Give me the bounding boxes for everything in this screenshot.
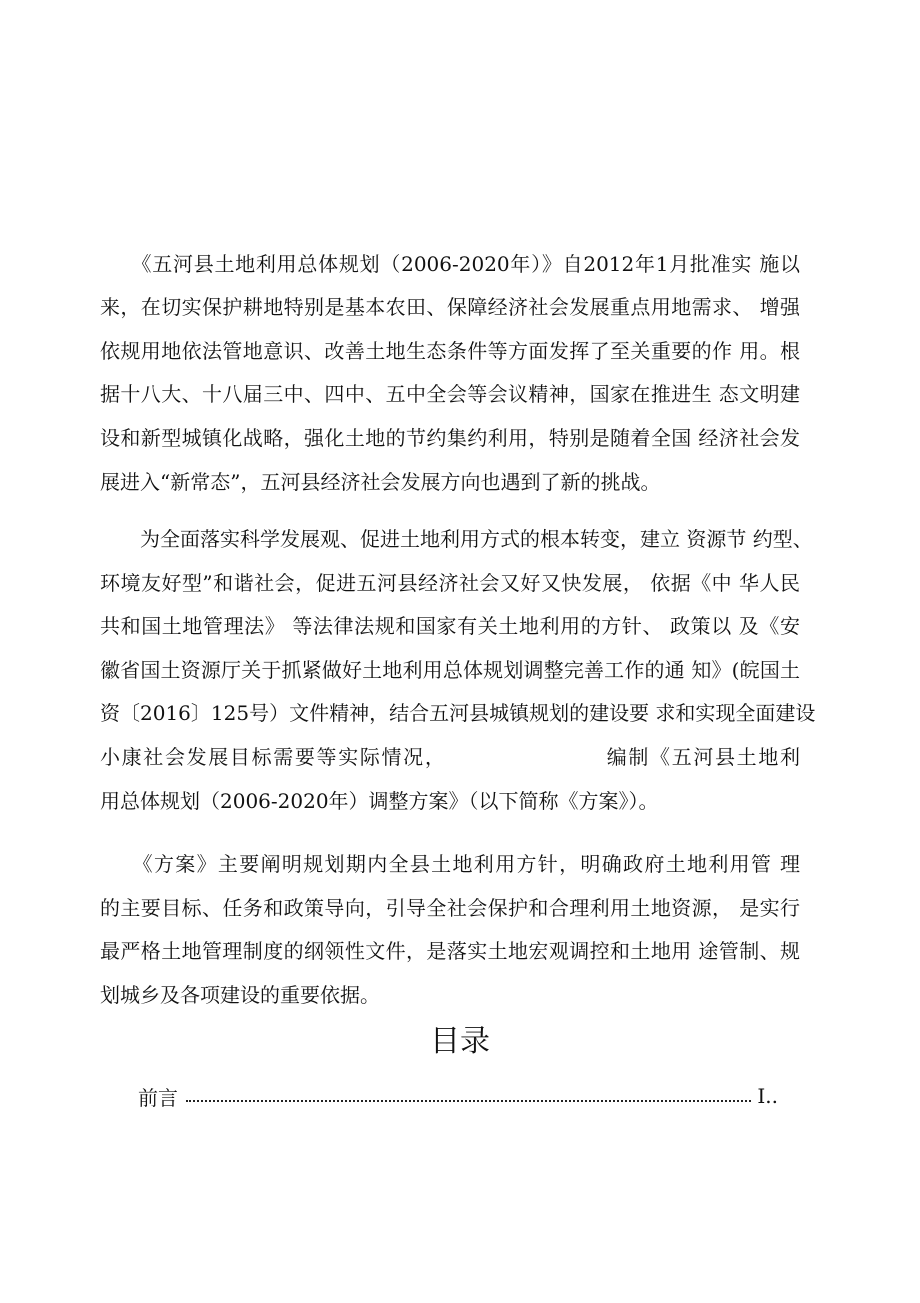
text-line: 共和国土地管理法》 等法律法规和国家有关土地利用的方针、 政策以 及《安 — [100, 614, 800, 638]
text-line: 划城乡及各项建设的重要依据。 — [100, 983, 380, 1007]
toc-entry-label: 前言 — [138, 1085, 178, 1110]
text-line: 《五河县土地利用总体规划（2006-2020年）》自2012年1月批准实 施以 — [100, 252, 800, 276]
text-line: 据十八大、十八届三中、四中、五中全会等会议精神，国家在推进生 态文明建 — [100, 382, 800, 406]
text-line: 最严格土地管理制度的纲领性文件，是落实土地宏观调控和土地用 途管制、规 — [100, 939, 800, 963]
text-line: 设和新型城镇化战略，强化土地的节约集约利用，特别是随着全国 经济社会发 — [100, 426, 800, 450]
text-line: 的主要目标、任务和政策导向，引导全社会保护和合理利用土地资源， 是实行 — [100, 896, 800, 920]
text-line: 《方案》主要阐明规划期内全县土地利用方针，明确政府土地利用管 理 — [100, 852, 800, 876]
text-line: 环境友好型”和谐社会，促进五河县经济社会又好又快发展， 依据《中 华人民 — [100, 571, 800, 595]
text-line: 依规用地依法管地意识、改善土地生态条件等方面发挥了至关重要的作 用。根 — [100, 339, 800, 363]
text-line: 资〔2016〕125号）文件精神，结合五河县城镇规划的建设要 求和实现全面建设 — [100, 701, 816, 725]
text-line: 为全面落实科学发展观、促进土地利用方式的根本转变，建立 资源节 约型、 — [100, 527, 813, 551]
text-line: 小康社会发展目标需要等实际情况， 编制《五河县土地利 — [100, 745, 800, 769]
toc-leader-dots — [186, 1100, 751, 1102]
text-line: 用总体规划（2006-2020年）调整方案》（以下简称《方案》）。 — [100, 789, 659, 813]
text-line: 徽省国土资源厅关于抓紧做好土地利用总体规划调整完善工作的通 知》(皖国土 — [100, 658, 800, 682]
toc-entry-page: I.. — [757, 1084, 778, 1108]
text-line: 展进入“新常态”，五河县经济社会发展方向也遇到了新的挑战。 — [100, 470, 661, 494]
text-line: 来，在切实保护耕地特别是基本农田、保障经济社会发展重点用地需求、 增强 — [100, 295, 800, 319]
toc-title: 目录 — [430, 1024, 490, 1059]
toc-entry[interactable] — [138, 1080, 778, 1112]
